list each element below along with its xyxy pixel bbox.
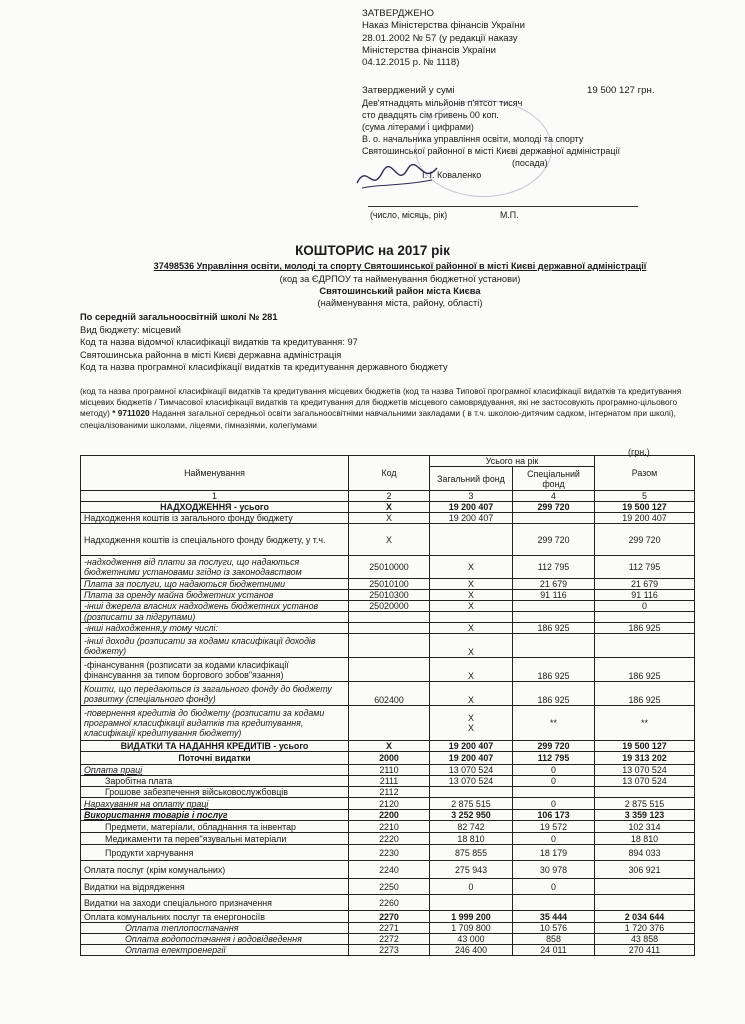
table-row [81, 934, 695, 945]
header-code: Код [349, 456, 430, 491]
table-row [81, 741, 695, 752]
row-code [349, 706, 430, 741]
row-total [595, 879, 695, 895]
table-row [81, 765, 695, 776]
col-number: 5 [595, 491, 695, 502]
row-name: Кошти, що передаються із загального фонду до бюджету розвитку (спеціального фонду) [81, 682, 349, 706]
row-code: 2000 [349, 752, 430, 765]
row-total: 112 795 [595, 556, 695, 579]
row-code: 2270 [349, 911, 430, 923]
program-description: Надання загальної середньої освіти загальноосвітніми навчальними закладами ( в т.ч. школою-дитячим садком, інтернатом при школі), спеціалізованими школами, ліцеями, гімназіями, колегіумами [80, 408, 676, 430]
row-special: 91 116 [513, 590, 595, 601]
row-general: X [430, 579, 513, 590]
header-general-fund: Загальний фонд [430, 467, 513, 491]
table-row [81, 879, 695, 895]
row-special: 24 011 [513, 945, 595, 956]
row-general: X [430, 601, 513, 612]
row-special: 858 [513, 934, 595, 945]
row-special: 186 925 [513, 623, 595, 634]
row-total: 19 500 127 [595, 741, 695, 752]
sum-words-2: сто двадцять сім гривень 00 коп. [362, 110, 499, 120]
approval-line: 28.01.2002 № 57 (у редакції наказу [362, 32, 518, 44]
row-total: 13 070 524 [595, 765, 695, 776]
row-general: 43 000 [430, 934, 513, 945]
approval-line: 04.12.2015 р. № 1118) [362, 57, 460, 69]
table-row [81, 682, 695, 706]
row-total: 13 070 524 [595, 776, 695, 787]
table-row [81, 502, 695, 513]
school-name: По середній загальноосвітній школі № 281 [80, 312, 278, 322]
row-special: 18 179 [513, 845, 595, 861]
row-code: 2250 [349, 879, 430, 895]
row-name: Плата за послуги, що надаються бюджетними [81, 579, 349, 590]
signature-mark [352, 158, 442, 198]
row-general [430, 895, 513, 911]
row-name: Надходження коштів із загального фонду бюджету [81, 513, 349, 524]
row-general-value-2: X [468, 723, 474, 733]
row-code [349, 623, 430, 634]
approved-sum-value: 19 500 127 грн. [587, 85, 655, 96]
row-total: 19 313 202 [595, 752, 695, 765]
row-total [595, 787, 695, 798]
row-special: ** [513, 706, 595, 741]
row-name: Медикаменти та перев"язувальні матеріали [81, 833, 349, 845]
table-row [81, 787, 695, 798]
table-row [81, 923, 695, 934]
row-general: X [430, 682, 513, 706]
row-general: 1 709 800 [430, 923, 513, 934]
row-name: -інші джерела власних надходжень бюджетних установ [81, 601, 349, 612]
row-special [513, 634, 595, 658]
row-general: 2 875 515 [430, 798, 513, 810]
row-name: Оплата водопостачання і водовідведення [81, 934, 349, 945]
row-name: -інші надходження,у тому числі: [81, 623, 349, 634]
table-row [81, 524, 695, 556]
row-total: 186 925 [595, 658, 695, 682]
department-code: Код та назва відомчої класифікації видатків та кредитування: 97 [80, 337, 358, 347]
row-code: 602400 [349, 682, 430, 706]
row-general: 13 070 524 [430, 776, 513, 787]
row-general [430, 706, 513, 741]
position-caption: (посада) [512, 158, 548, 168]
col-number: 3 [430, 491, 513, 502]
row-special: 106 173 [513, 810, 595, 821]
row-total [595, 634, 695, 658]
row-code: 25010000 [349, 556, 430, 579]
row-code: X [349, 502, 430, 513]
row-code: 2273 [349, 945, 430, 956]
table-row [81, 810, 695, 821]
row-total: 19 500 127 [595, 502, 695, 513]
header-special-fund: Спеціальний фонд [513, 467, 595, 491]
row-name: Оплата праці [81, 765, 349, 776]
row-code: 25020000 [349, 601, 430, 612]
row-total: 102 314 [595, 821, 695, 833]
row-general: 0 [430, 879, 513, 895]
row-code: 2200 [349, 810, 430, 821]
row-name: Плата за оренду майна бюджетних установ [81, 590, 349, 601]
row-general: X [430, 590, 513, 601]
budget-type: Вид бюджету: місцевий [80, 324, 181, 335]
row-special: 186 925 [513, 682, 595, 706]
row-general: 1 999 200 [430, 911, 513, 923]
row-name: Оплата електроенергії [81, 945, 349, 956]
row-general: 13 070 524 [430, 765, 513, 776]
row-general [430, 524, 513, 556]
row-total: 1 720 376 [595, 923, 695, 934]
col-number: 2 [349, 491, 430, 502]
table-row [81, 590, 695, 601]
row-total: 270 411 [595, 945, 695, 956]
row-name: Нарахування на оплату праці [81, 798, 349, 810]
row-special [513, 895, 595, 911]
row-special: 30 978 [513, 861, 595, 879]
row-general: 82 742 [430, 821, 513, 833]
stamp-caption: М.П. [500, 210, 519, 220]
approval-block [362, 8, 682, 69]
table-row [81, 911, 695, 923]
row-special: 0 [513, 776, 595, 787]
row-code: 2120 [349, 798, 430, 810]
row-total: 0 [595, 601, 695, 612]
row-general-value: X [468, 713, 474, 723]
row-general: 19 200 407 [430, 513, 513, 524]
row-general: 875 855 [430, 845, 513, 861]
row-general: 3 252 950 [430, 810, 513, 821]
row-code: 2110 [349, 765, 430, 776]
row-code: 2220 [349, 833, 430, 845]
row-special: 10 576 [513, 923, 595, 934]
row-code: 2210 [349, 821, 430, 833]
row-total: 306 921 [595, 861, 695, 879]
row-total: 2 875 515 [595, 798, 695, 810]
table-row [81, 833, 695, 845]
approved-sum-label: Затверджений у сумі [362, 85, 455, 96]
document-title: КОШТОРИС на 2017 рік [295, 243, 450, 258]
row-special [513, 601, 595, 612]
row-name: Видатки на заходи спеціального призначення [81, 895, 349, 911]
row-name: Видатки на відрядження [81, 879, 349, 895]
row-total: 894 033 [595, 845, 695, 861]
row-code: 2230 [349, 845, 430, 861]
row-total: 299 720 [595, 524, 695, 556]
date-line [368, 206, 638, 207]
approval-line: ЗАТВЕРДЖЕНО [362, 8, 435, 19]
table-row [81, 861, 695, 879]
row-name: Надходження коштів із спеціального фонду бюджету, у т.ч. [81, 524, 349, 556]
header-total: Разом [595, 456, 695, 491]
row-total [595, 612, 695, 623]
row-code: 2112 [349, 787, 430, 798]
row-total: 18 810 [595, 833, 695, 845]
table-row [81, 752, 695, 765]
row-general: 246 400 [430, 945, 513, 956]
table-row [81, 798, 695, 810]
row-name: Оплата комунальних послуг та енергоносіїв [81, 911, 349, 923]
row-general: X [430, 658, 513, 682]
row-general: 19 200 407 [430, 502, 513, 513]
program-code: * 9711020 [112, 408, 150, 419]
table-row [81, 845, 695, 861]
approval-line: Міністерства фінансів України [362, 44, 496, 56]
local-program-text: (код та назва програмної класифікації видатків та кредитування місцевих бюджетів (код та назва Типової програмної класифікації видатків та кредитування місцевих бюджетів / Тимчасової класифікації видатків та кредитування для бюджетів місцевого самоврядування, які не застосовують програмно-цільового методу) [80, 386, 682, 419]
col-number: 4 [513, 491, 595, 502]
organization-line: 37498536 Управління освіти, молоді та спорту Святошинської районної в місті Києві державної адміністрації [153, 261, 647, 271]
row-total: 3 359 123 [595, 810, 695, 821]
row-special: 0 [513, 833, 595, 845]
sum-words-caption: (сума літерами і цифрами) [362, 122, 474, 132]
row-code: 2260 [349, 895, 430, 911]
row-special [513, 787, 595, 798]
row-general [430, 787, 513, 798]
row-special: 0 [513, 798, 595, 810]
row-special: 0 [513, 765, 595, 776]
signer-name: І. І. Коваленко [422, 170, 482, 180]
row-total [595, 895, 695, 911]
organization-caption: (код за ЄДРПОУ та найменування бюджетної установи) [279, 274, 521, 284]
row-code [349, 658, 430, 682]
row-total: 186 925 [595, 682, 695, 706]
row-name: -повернення кредитів до бюджету (розписати за кодами програмної класифікації видатків та кредитування, класифікації кредитування бюджету) [81, 706, 349, 741]
row-code: 25010100 [349, 579, 430, 590]
table-row [81, 658, 695, 682]
row-name: -фінансування (розписати за кодами класифікації фінансування за типом боргового зобов"язання) [81, 658, 349, 682]
row-special [513, 612, 595, 623]
approval-line: Наказ Міністерства фінансів України [362, 20, 525, 32]
row-special [513, 513, 595, 524]
row-code: X [349, 741, 430, 752]
date-caption: (число, місяць, рік) [370, 210, 448, 220]
row-special: 299 720 [513, 524, 595, 556]
row-name: (розписати за підгрупами) [81, 612, 349, 623]
row-name: Оплата послуг (крім комунальних) [81, 861, 349, 879]
row-special: 19 572 [513, 821, 595, 833]
table-row [81, 623, 695, 634]
row-total: 21 679 [595, 579, 695, 590]
table-row [81, 513, 695, 524]
table-row [81, 601, 695, 612]
row-special: 299 720 [513, 741, 595, 752]
table-row [81, 634, 695, 658]
row-name: Продукти харчування [81, 845, 349, 861]
row-general: 275 943 [430, 861, 513, 879]
row-special: 21 679 [513, 579, 595, 590]
row-general [430, 612, 513, 623]
row-code: X [349, 513, 430, 524]
row-special: 299 720 [513, 502, 595, 513]
row-code: 2240 [349, 861, 430, 879]
row-total: 186 925 [595, 623, 695, 634]
row-name: Грошове забезпечення військовослужбовців [81, 787, 349, 798]
row-name: -надходження від плати за послуги, що надаються бюджетними установами згідно із законодавством [81, 556, 349, 579]
row-name: -інші доходи (розписати за кодами класифікації доходів бюджету) [81, 634, 349, 658]
row-special: 112 795 [513, 752, 595, 765]
currency-note: (грн.) [628, 447, 650, 457]
row-name: ВИДАТКИ ТА НАДАННЯ КРЕДИТІВ - усього [81, 741, 349, 752]
header-name: Найменування [81, 456, 349, 491]
table-row [81, 895, 695, 911]
row-code: 2272 [349, 934, 430, 945]
table-row [81, 706, 695, 741]
row-general: 19 200 407 [430, 752, 513, 765]
row-name: Предмети, матеріали, обладнання та інвентар [81, 821, 349, 833]
district-name: Святошинський район міста Києва [319, 286, 481, 296]
row-special: 35 444 [513, 911, 595, 923]
col-number: 1 [81, 491, 349, 502]
row-name: Поточні видатки [81, 752, 349, 765]
row-code [349, 612, 430, 623]
row-name: Оплата теплопостачання [81, 923, 349, 934]
department-name: Святошинська районна в місті Києві державна адміністрація [80, 349, 342, 360]
row-name: Заробітна плата [81, 776, 349, 787]
row-total: ** [595, 706, 695, 741]
row-special: 186 925 [513, 658, 595, 682]
row-general: 18 810 [430, 833, 513, 845]
head-position-2: Святошинської районної в місті Києві державної адміністрації [362, 146, 621, 156]
row-general: X [430, 556, 513, 579]
row-code: 2271 [349, 923, 430, 934]
row-special: 112 795 [513, 556, 595, 579]
row-code [349, 634, 430, 658]
table-row [81, 556, 695, 579]
row-total: 2 034 644 [595, 911, 695, 923]
row-name: Використання товарів і послуг [81, 810, 349, 821]
row-code: X [349, 524, 430, 556]
district-caption: (найменування міста, району, області) [317, 298, 483, 308]
row-special: 0 [513, 879, 595, 895]
row-code: 2111 [349, 776, 430, 787]
row-general: X [430, 634, 513, 658]
state-program-code: Код та назва програмної класифікації видатків та кредитування державного бюджету [80, 362, 448, 372]
row-general: X [430, 623, 513, 634]
program-block [80, 386, 685, 431]
header-year: Усього на рік [430, 456, 595, 467]
table-row [81, 776, 695, 787]
row-total: 43 858 [595, 934, 695, 945]
table-row [81, 821, 695, 833]
table-row [81, 612, 695, 623]
table-row [81, 945, 695, 956]
info-block [80, 311, 730, 374]
row-total: 91 116 [595, 590, 695, 601]
table-row [81, 579, 695, 590]
sum-words-1: Дев'ятнадцять мільйонів п'ятсот тисяч [362, 98, 523, 108]
row-name: НАДХОДЖЕННЯ - усього [81, 502, 349, 513]
head-position-1: В. о. начальника управління освіти, молоді та спорту [362, 134, 584, 144]
budget-table [80, 455, 695, 956]
row-total: 19 200 407 [595, 513, 695, 524]
row-code: 25010300 [349, 590, 430, 601]
row-general: 19 200 407 [430, 741, 513, 752]
